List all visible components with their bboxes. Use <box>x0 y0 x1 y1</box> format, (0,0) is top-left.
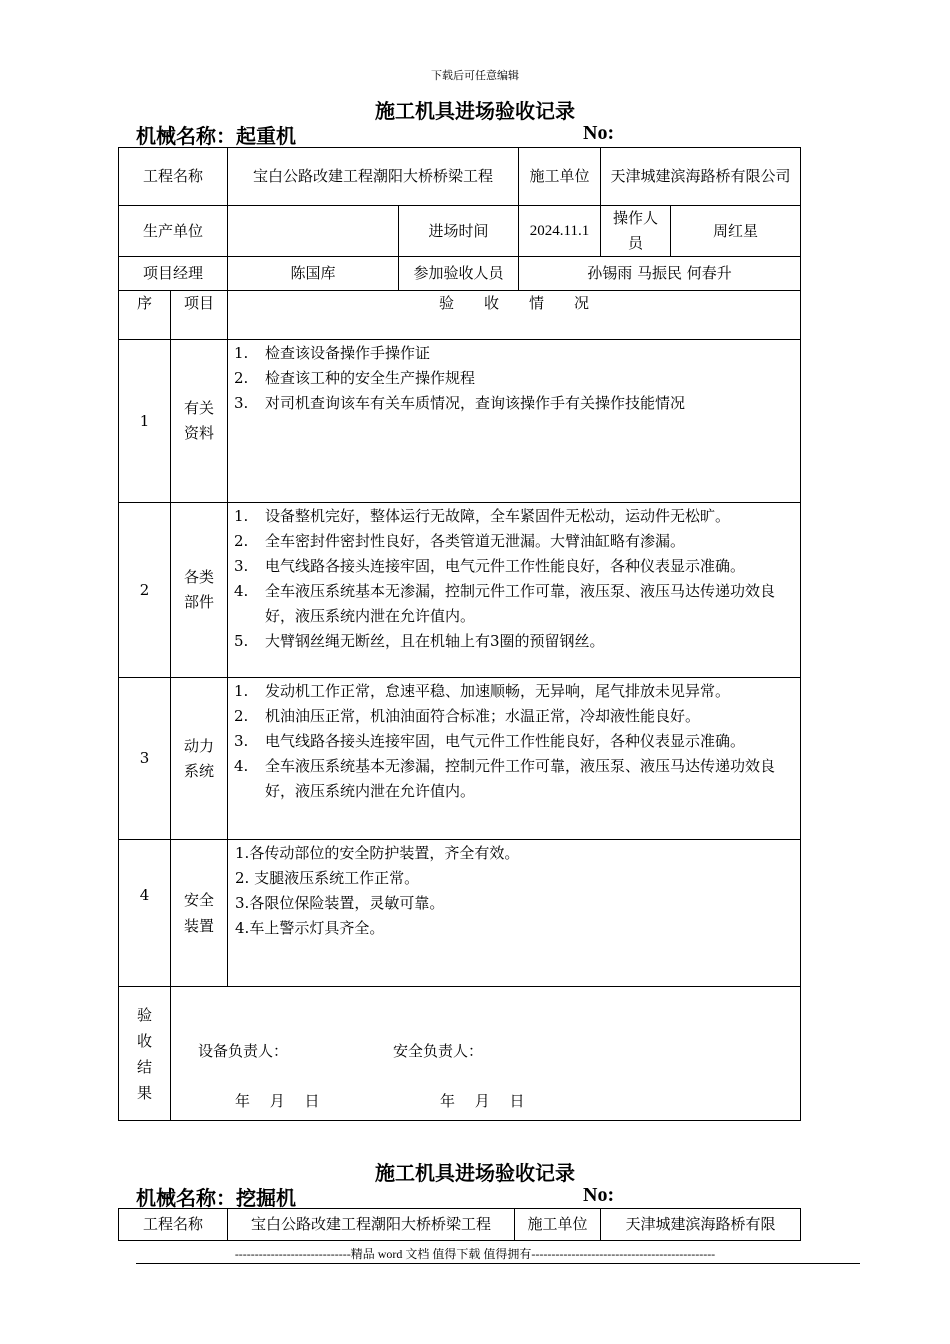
project-name-value: 宝白公路改建工程潮阳大桥桥梁工程 <box>228 148 519 206</box>
list-num: 1. <box>234 682 249 700</box>
result-label-char: 验 <box>136 1005 152 1024</box>
project-manager-value: 陈国库 <box>228 257 399 291</box>
section-3-item-line2: 系统 <box>184 761 215 780</box>
record2-machine-name: 机械名称：挖掘机 <box>136 1186 296 1210</box>
project-name-label: 工程名称 <box>119 148 228 206</box>
record2-construction-unit-label: 施工单位 <box>515 1209 601 1241</box>
section-1-item-1 <box>234 341 794 366</box>
section-1-item-3 <box>234 391 794 416</box>
section-3-item-line1: 动力 <box>184 736 215 755</box>
section-2-item-line1: 各类 <box>184 568 215 586</box>
list-num: 4. <box>234 757 249 775</box>
result-label-char: 结 <box>136 1057 152 1076</box>
section-1-item-line1: 有关 <box>184 399 215 417</box>
record1-no-label: No: <box>583 122 615 144</box>
entry-time-label: 进场时间 <box>399 206 519 257</box>
section-2-item-3 <box>234 554 794 579</box>
list-text: 检查该设备操作手操作证 <box>265 344 431 362</box>
list-num: 4. <box>234 582 249 600</box>
section-2-item <box>171 503 228 678</box>
section-1-item <box>171 340 228 503</box>
safety-person-label: 安全负责人： <box>393 1041 484 1060</box>
list-text: 电气线路各接头连接牢固，电气元件工作性能良好，各种仪表显示准确。 <box>265 732 746 750</box>
section-4-line-3: 3.各限位保险装置，灵敏可靠。 <box>235 894 445 912</box>
result-label-char: 果 <box>136 1083 152 1102</box>
result-content <box>171 987 801 1121</box>
production-unit-value <box>228 206 399 257</box>
col-header-seq: 序 <box>119 291 171 340</box>
section-4-item-line2: 装置 <box>184 917 215 935</box>
section-1-seq: 1 <box>119 340 171 503</box>
operator-value: 周红星 <box>671 206 801 257</box>
section-3-seq: 3 <box>119 678 171 840</box>
production-unit-label: 生产单位 <box>119 206 228 257</box>
section-2-item-2 <box>234 529 794 554</box>
construction-unit-label: 施工单位 <box>519 148 601 206</box>
section-3-content <box>228 678 801 840</box>
record1-machine-name: 机械名称：起重机 <box>136 124 296 148</box>
result-label-char: 收 <box>136 1031 152 1050</box>
equipment-person-label: 设备负责人： <box>198 1041 289 1060</box>
section-1-content <box>228 340 801 503</box>
inspectors-label: 参加验收人员 <box>399 257 519 291</box>
record1-title: 施工机具进场验收记录 <box>375 99 575 123</box>
list-num: 3. <box>234 557 249 575</box>
col-header-item: 项目 <box>171 291 228 340</box>
section-4-item-line1: 安全 <box>184 891 215 909</box>
record2-project-name-label: 工程名称 <box>119 1209 228 1241</box>
footer-divider <box>136 1263 860 1264</box>
section-3-item-4 <box>234 754 794 804</box>
result-label <box>119 987 171 1121</box>
section-3-item <box>171 678 228 840</box>
section-1-item-2 <box>234 366 794 391</box>
list-text: 机油油压正常，机油油面符合标准；水温正常，冷却液性能良好。 <box>265 707 701 725</box>
section-2-item-5 <box>234 629 794 654</box>
list-text: 设备整机完好，整体运行无故障，全车紧固件无松动，运动件无松旷。 <box>265 507 731 525</box>
footer-text: -----------------------------精品 word 文档 值得下载 值得拥有---------------------------------------------- <box>234 1247 716 1261</box>
section-4-line-1: 1.各传动部位的安全防护装置，齐全有效。 <box>235 844 520 862</box>
record2-no-label: No: <box>583 1184 615 1206</box>
list-num: 3. <box>234 732 249 750</box>
date-field-2: 年 月 日 <box>440 1091 525 1110</box>
inspectors-value: 孙锡雨 马振民 何春升 <box>519 257 801 291</box>
record2-title: 施工机具进场验收记录 <box>375 1161 575 1185</box>
list-num: 5. <box>234 632 249 650</box>
project-manager-label: 项目经理 <box>119 257 228 291</box>
list-text: 检查该工种的安全生产操作规程 <box>265 369 476 387</box>
record1-table <box>118 147 801 1121</box>
list-num: 2. <box>234 369 249 387</box>
list-text: 全车密封件密封性良好，各类管道无泄漏。大臂油缸略有渗漏。 <box>265 532 686 550</box>
list-text: 大臂钢丝绳无断丝，且在机轴上有3圈的预留钢丝。 <box>265 632 605 650</box>
section-4-line-4: 4.车上警示灯具齐全。 <box>235 919 385 937</box>
section-2-item-line2: 部件 <box>184 593 215 611</box>
col-header-status: 验 收 情 况 <box>228 291 801 340</box>
list-num: 2. <box>234 707 249 725</box>
list-text: 对司机查询该车有关车质情况，查询该操作手有关操作技能情况 <box>265 394 686 412</box>
list-num: 1. <box>234 507 249 525</box>
section-4-seq: 4 <box>119 840 171 987</box>
record2-project-name-value: 宝白公路改建工程潮阳大桥桥梁工程 <box>228 1209 515 1241</box>
section-2-seq: 2 <box>119 503 171 678</box>
record2-construction-unit-value: 天津城建滨海路桥有限 <box>601 1209 801 1241</box>
entry-time-value: 2024.11.1 <box>519 206 601 257</box>
list-text: 发动机工作正常，怠速平稳、加速顺畅，无异响，尾气排放未见异常。 <box>265 682 731 700</box>
record2-table <box>118 1208 801 1241</box>
section-3-item-3 <box>234 729 794 754</box>
section-2-item-1 <box>234 504 794 529</box>
list-num: 2. <box>234 532 249 550</box>
list-num: 1. <box>234 344 249 362</box>
section-3-item-2 <box>234 704 794 729</box>
section-1-item-line2: 资料 <box>184 424 215 442</box>
list-text: 全车液压系统基本无渗漏，控制元件工作可靠，液压泵、液压马达传递功效良好，液压系统内泄在允许值内。 <box>265 582 776 625</box>
section-4-line-2: 2. 支腿液压系统工作正常。 <box>235 869 420 887</box>
list-text: 电气线路各接头连接牢固，电气元件工作性能良好，各种仪表显示准确。 <box>265 557 746 575</box>
section-2-content <box>228 503 801 678</box>
list-text: 全车液压系统基本无渗漏，控制元件工作可靠，液压泵、液压马达传递功效良好，液压系统内泄在允许值内。 <box>265 757 776 800</box>
construction-unit-value: 天津城建滨海路桥有限公司 <box>601 148 801 206</box>
top-note: 下载后可任意编辑 <box>431 69 519 82</box>
date-field-1: 年 月 日 <box>235 1091 320 1110</box>
section-2-item-4 <box>234 579 794 629</box>
list-num: 3. <box>234 394 249 412</box>
section-4-content <box>228 840 801 987</box>
section-3-item-1 <box>234 679 794 704</box>
operator-label: 操作人员 <box>601 206 671 257</box>
section-4-item <box>171 840 228 987</box>
